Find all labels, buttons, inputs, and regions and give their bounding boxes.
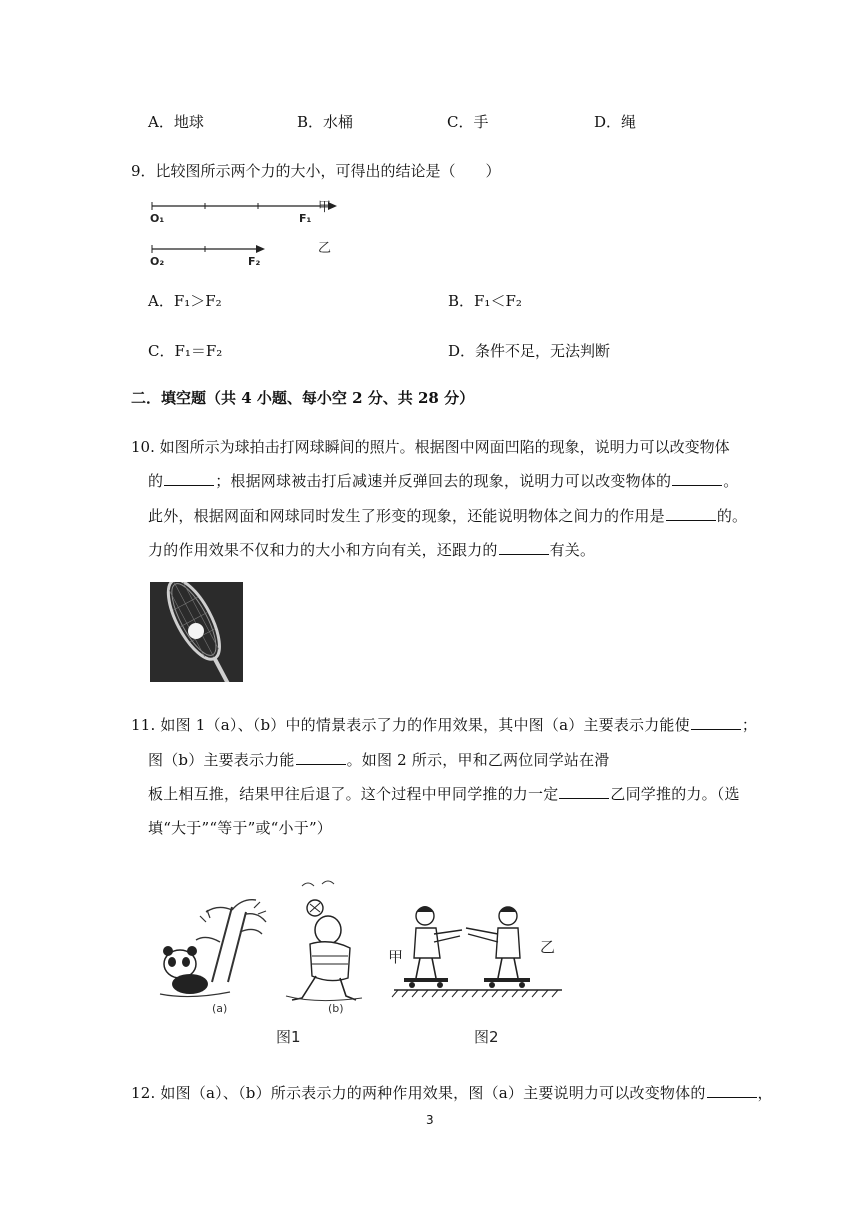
page-number: 3: [426, 1113, 434, 1127]
skateboard-push-illustration: [392, 906, 562, 997]
answer-blank[interactable]: [296, 750, 346, 765]
q11-text: 乙同学推的力。（选: [610, 785, 740, 803]
q11-text: ；: [741, 716, 758, 734]
fig2-caption: 图2: [474, 1028, 499, 1046]
answer-blank[interactable]: [164, 471, 214, 486]
q8-option-b: B．水桶: [297, 113, 354, 131]
sub-b-label: (b): [328, 1002, 344, 1015]
answer-blank[interactable]: [559, 784, 609, 799]
q12-line1: [131, 1082, 773, 1103]
q10-line2: [148, 470, 738, 491]
section-title: 二．填空题（共 4 小题、每小空 2 分、共 28 分）: [131, 389, 475, 407]
answer-blank[interactable]: [707, 1083, 757, 1098]
q12-text: 12. 如图（a）、（b）所示表示力的两种作用效果，图（a）主要说明力可以改变物体的: [131, 1084, 706, 1102]
q10-line4: [148, 539, 595, 560]
q11-line4: 填“大于”“等于”或“小于”）: [148, 819, 333, 837]
q8-option-a: A．地球: [148, 113, 204, 131]
tennis-racket-photo: [150, 582, 243, 682]
q10-line1: 10. 如图所示为球拍击打网球瞬间的照片。根据图中网面凹陷的现象，说明力可以改变物体: [131, 438, 730, 456]
q12-text: ，: [757, 1084, 773, 1102]
fig2-yi-label: 乙: [540, 938, 556, 956]
q10-text: ；根据网球被击打后减速并反弹回去的现象，说明力可以改变物体的: [215, 472, 672, 490]
f2-label: F₂: [248, 255, 261, 268]
q9-stem: 9．比较图所示两个力的大小，可得出的结论是（ ）: [131, 162, 501, 180]
jia-label: 甲: [318, 200, 332, 215]
q11-line2: [148, 749, 610, 770]
o2-label: O₂: [150, 255, 165, 268]
o1-label: O₁: [150, 212, 165, 225]
q10-text: 的: [148, 472, 164, 490]
q9-option-b: B．F₁＜F₂: [448, 292, 522, 310]
q11-text: 11. 如图 1（a）、（b）中的情景表示了力的作用效果，其中图（a）主要表示力能使: [131, 716, 690, 734]
fig2-jia-label: 甲: [388, 948, 404, 966]
q11-line3: [148, 783, 740, 804]
q9-option-c: C．F₁＝F₂: [148, 342, 223, 360]
yi-label: 乙: [318, 241, 332, 256]
q9-option-d: D．条件不足，无法判断: [448, 342, 611, 360]
panda-bamboo-illustration: [160, 900, 266, 997]
q10-text: 此外，根据网面和网球同时发生了形变的现象，还能说明物体之间力的作用是: [148, 507, 665, 525]
q10-line3: [148, 505, 747, 526]
q9-option-a: A．F₁＞F₂: [148, 292, 222, 310]
q11-text: 板上相互推，结果甲往后退了。这个过程中甲同学推的力一定: [148, 785, 559, 803]
q11-text: 图（b）主要表示力能: [148, 751, 295, 769]
answer-blank[interactable]: [672, 471, 722, 486]
f1-label: F₁: [299, 212, 312, 225]
q10-text: 。: [723, 472, 739, 490]
q10-text: 的。: [716, 507, 748, 525]
q10-text: 力的作用效果不仅和力的大小和方向有关，还跟力的: [148, 541, 498, 559]
q8-option-d: D．绳: [594, 113, 637, 131]
answer-blank[interactable]: [499, 540, 549, 555]
q11-line1: [131, 714, 757, 735]
boy-heading-ball-illustration: [286, 881, 362, 1001]
answer-blank[interactable]: [691, 715, 741, 730]
q10-text: 有关。: [549, 541, 596, 559]
fig1-caption: 图1: [276, 1028, 301, 1046]
q8-option-c: C．手: [447, 113, 489, 131]
answer-blank[interactable]: [666, 506, 716, 521]
q11-figures: [150, 872, 570, 1052]
q11-text: 。如图 2 所示，甲和乙两位同学站在滑: [346, 751, 610, 769]
sub-a-label: (a): [212, 1002, 228, 1015]
q9-force-diagram: [148, 194, 348, 272]
